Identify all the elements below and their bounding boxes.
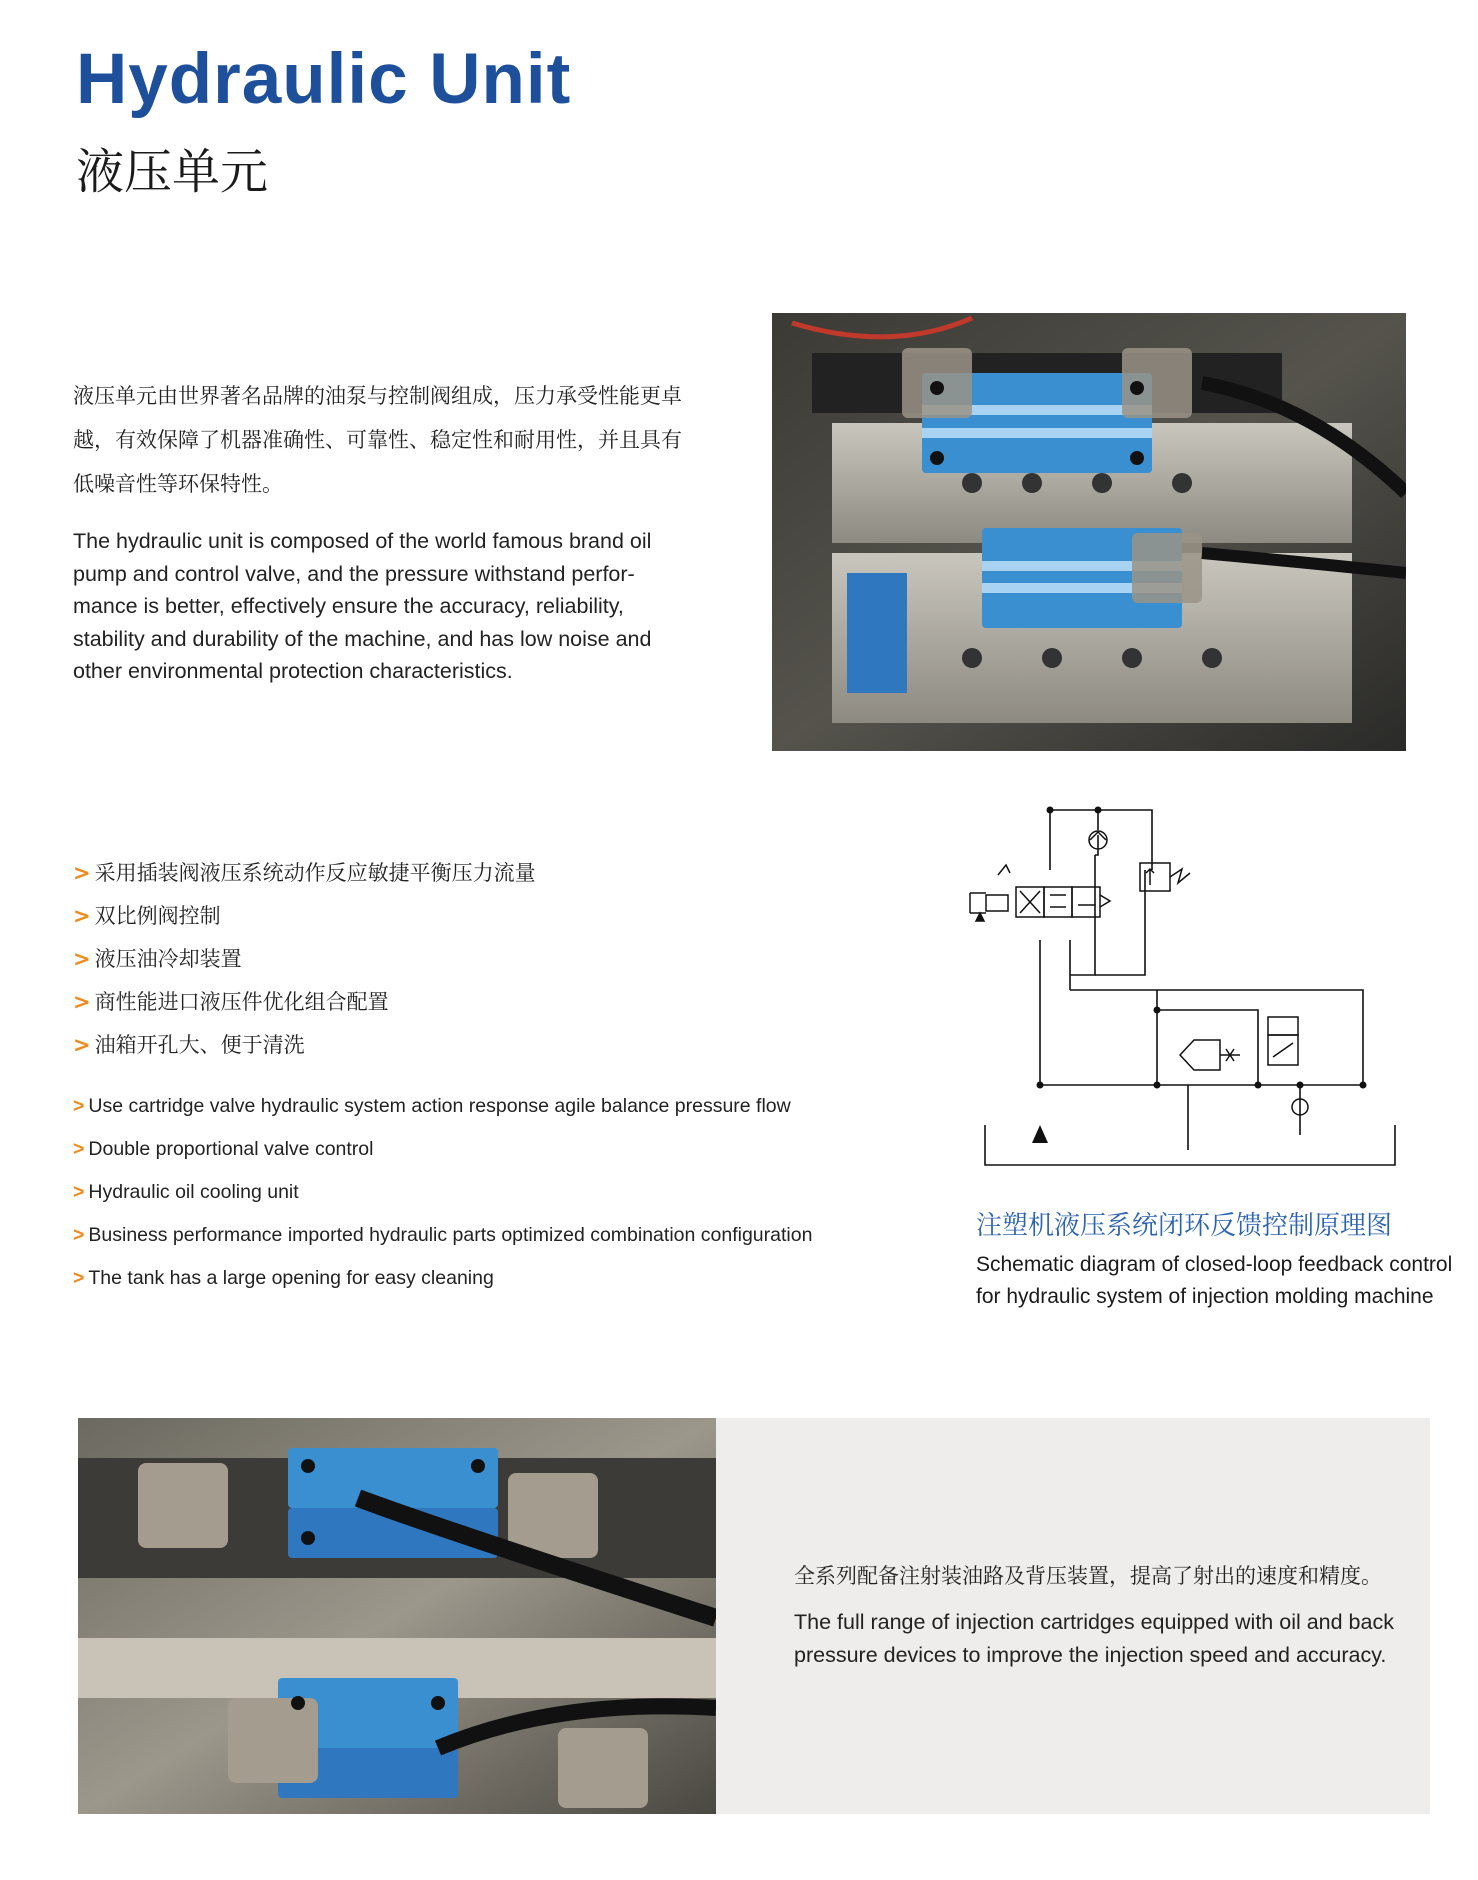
schematic-caption-cn: 注塑机液压系统闭环反馈控制原理图 xyxy=(976,1211,1393,1241)
chevron-right-icon: > xyxy=(73,1138,85,1160)
hydraulic-schematic-diagram xyxy=(950,795,1400,1185)
feature-item-en: > Hydraulic oil cooling unit xyxy=(73,1181,299,1203)
feature-list-en xyxy=(73,1085,812,1300)
chevron-right-icon: > xyxy=(73,1224,85,1246)
feature-item-cn: > 油箱开孔大、便于清洗 xyxy=(73,1033,305,1057)
feature-item-cn: > 液压油冷却装置 xyxy=(73,947,242,971)
chevron-right-icon: > xyxy=(73,1095,85,1117)
feature-list-cn xyxy=(73,852,536,1067)
page-title-en: Hydraulic Unit xyxy=(76,40,572,119)
hydraulic-valve-photo-bottom xyxy=(78,1418,716,1814)
chevron-right-icon: > xyxy=(73,861,91,885)
bottom-text-en: The full range of injection cartridges equipped with oil and back pressure devices to improve the injection speed and accuracy. xyxy=(794,1610,1394,1667)
feature-item-cn: > 双比例阀控制 xyxy=(73,904,221,928)
intro-paragraph-cn: 液压单元由世界著名品牌的油泵与控制阀组成，压力承受性能更卓越，有效保障了机器准确性、可靠性、稳定性和耐用性，并且具有低噪音性等环保特性。 xyxy=(73,384,682,496)
feature-item-en: > Business performance imported hydraulic parts optimized combination configuration xyxy=(73,1224,813,1246)
feature-item-en: > Use cartridge valve hydraulic system action response agile balance pressure flow xyxy=(73,1095,791,1117)
bottom-text-cn: 全系列配备注射装油路及背压装置，提高了射出的速度和精度。 xyxy=(794,1564,1382,1588)
feature-item-en: > Double proportional valve control xyxy=(73,1138,374,1160)
chevron-right-icon: > xyxy=(73,990,91,1014)
intro-paragraph-en: The hydraulic unit is composed of the world famous brand oil pump and control valve, and the pressure withstand perfor-mance is better, effectively ensure the accuracy, reliability, stability and durability of the machine, and has low noise and other environmental protection characteristics. xyxy=(73,529,652,683)
feature-item-en: > The tank has a large opening for easy cleaning xyxy=(73,1267,494,1289)
feature-item-cn: > 采用插装阀液压系统动作反应敏捷平衡压力流量 xyxy=(73,861,536,885)
hydraulic-valve-photo-top xyxy=(772,313,1406,751)
page-title-cn: 液压单元 xyxy=(76,144,269,200)
schematic-caption-en: Schematic diagram of closed-loop feedback control for hydraulic system of injection molding machine xyxy=(976,1253,1453,1308)
chevron-right-icon: > xyxy=(73,1033,91,1057)
chevron-right-icon: > xyxy=(73,947,91,971)
chevron-right-icon: > xyxy=(73,1181,85,1203)
feature-item-cn: > 商性能进口液压件优化组合配置 xyxy=(73,990,389,1014)
chevron-right-icon: > xyxy=(73,904,91,928)
chevron-right-icon: > xyxy=(73,1267,85,1289)
